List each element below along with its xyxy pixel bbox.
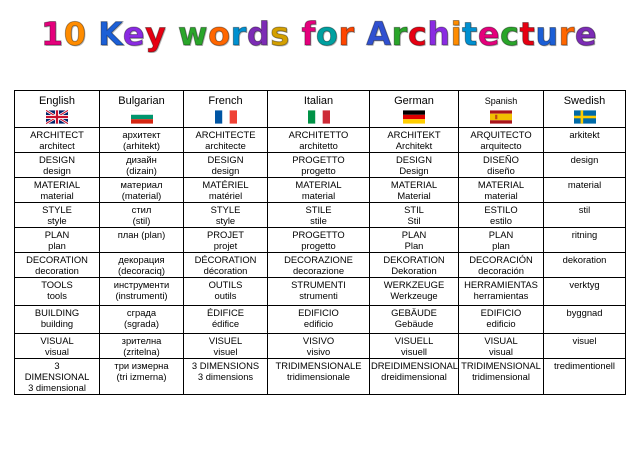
word-cell [15,128,100,153]
word-cell [184,278,268,306]
bulgaria-flag-icon [131,110,153,124]
germany-flag-icon [403,110,425,124]
word-secondary: decoration [35,265,79,276]
word-primary: TRIDIMENSIONALE [275,360,362,371]
word-secondary: tridimensionale [286,371,351,382]
word-secondary: architetto [299,140,338,151]
word-primary: WERKZEUGE [383,279,445,290]
word-secondary: visuel [213,346,238,357]
header-english [15,91,100,128]
word-secondary: (decoraciq) [118,265,165,276]
word-secondary: (stil) [132,215,151,226]
table-row [15,228,626,253]
page-title: 10 Key words for Architecture [40,15,598,53]
word-primary: декорация [118,254,165,265]
word-cell [100,128,184,153]
word-primary: DESIGN [396,154,432,165]
word-secondary: tridimensional [472,371,530,382]
word-cell [184,306,268,334]
word-primary: PROGETTO [292,229,345,240]
word-secondary: outils [214,290,237,301]
italy-flag-icon [308,110,330,124]
word-cell [268,334,370,359]
word-secondary: plan [48,240,66,251]
word-secondary: architecte [205,140,246,151]
word-secondary: visual [489,346,513,357]
word-secondary: matériel [208,190,243,201]
vocabulary-table [14,90,626,395]
word-secondary: (tri izmerna) [116,371,167,382]
word-cell [15,359,100,395]
word-secondary: material [40,190,74,201]
sweden-flag-icon [574,110,596,124]
word-primary: DISEÑO [483,154,519,165]
word-primary: DECORATION [26,254,88,265]
word-secondary: progetto [301,165,336,176]
word-primary: ESTILO [484,204,518,215]
word-secondary: diseño [487,165,515,176]
uk-flag-icon [46,110,68,124]
word-cell [544,203,626,228]
word-primary: 3 DIMENSIONS [191,360,260,371]
word-cell [100,153,184,178]
word-cell [370,334,459,359]
word-secondary: (zritelna) [123,346,160,357]
word-secondary: decoración [478,265,524,276]
word-cell [544,128,626,153]
table-row [15,178,626,203]
header-bulgarian [100,91,184,128]
word-cell [15,228,100,253]
table-row [15,128,626,153]
word-cell [370,153,459,178]
word-secondary: strumenti [299,290,338,301]
word-primary: DESIGN [39,154,75,165]
word-secondary: tools [47,290,67,301]
word-cell [100,334,184,359]
word-cell [184,178,268,203]
word-cell [184,203,268,228]
word-cell [100,278,184,306]
language-header-row [15,91,626,128]
word-secondary: (sgrada) [124,318,159,329]
word-secondary: herramientas [473,290,529,301]
word-primary: план (plan) [117,229,166,240]
word-cell [370,253,459,278]
word-cell [544,228,626,253]
word-secondary: 3 dimensions [197,371,254,382]
word-primary: DREIDIMENSIONAL [371,360,458,371]
word-primary: TRIDIMENSIONAL [461,360,541,371]
word-cell [268,253,370,278]
word-primary: архитект [122,129,161,140]
word-secondary: decorazione [292,265,345,276]
header-italian [268,91,370,128]
word-primary: VISUEL [208,335,243,346]
word-cell [268,153,370,178]
word-cell [544,153,626,178]
word-cell [15,334,100,359]
word-primary: DECORAZIONE [284,254,353,265]
word-primary: инструменти [113,279,170,290]
word-primary: STRUMENTI [291,279,346,290]
word-primary: ARCHITECT [30,129,84,140]
word-secondary: Werkzeuge [390,290,438,301]
word-secondary: design [211,165,240,176]
word-primary: material [567,179,602,190]
word-cell [100,178,184,203]
word-cell [100,306,184,334]
word-primary: PLAN [44,229,70,240]
word-primary: BUILDING [34,307,80,318]
word-cell [370,306,459,334]
word-secondary: arquitecto [480,140,522,151]
word-cell [15,306,100,334]
word-primary: ARCHITETTO [288,129,349,140]
word-cell [544,306,626,334]
word-primary: STILE [305,204,332,215]
word-cell [15,203,100,228]
word-primary: TOOLS [41,279,73,290]
word-primary: MATERIAL [477,179,525,190]
word-cell [544,278,626,306]
word-primary: MATÉRIEL [202,179,249,190]
word-primary: VISUAL [484,335,518,346]
word-secondary: projet [213,240,238,251]
word-cell [370,278,459,306]
language-name: Bulgarian [118,95,165,107]
word-primary: DECORACIÓN [469,254,533,265]
word-cell [184,228,268,253]
word-secondary: style [47,215,67,226]
word-primary: VISIVO [302,335,335,346]
word-secondary: edificio [303,318,334,329]
word-cell [15,153,100,178]
word-cell [268,228,370,253]
table-row [15,306,626,334]
word-primary: DESIGN [207,154,244,165]
word-secondary: décoration [203,265,248,276]
word-secondary: material [484,190,518,201]
word-primary: DEKORATION [383,254,445,265]
word-secondary: (dizain) [126,165,157,176]
word-cell [100,253,184,278]
word-secondary: plan [492,240,510,251]
table-row [15,153,626,178]
word-cell [268,203,370,228]
table-row [15,278,626,306]
language-name: English [38,95,76,107]
word-cell [544,253,626,278]
word-cell [459,306,544,334]
word-primary: byggnad [566,307,603,318]
header-swedish [544,91,626,128]
word-primary: STYLE [210,204,241,215]
word-primary: ritning [571,229,598,240]
word-primary: сграда [126,307,157,318]
word-secondary: estilo [490,215,512,226]
word-primary: PROGETTO [292,154,345,165]
word-primary: PLAN [401,229,427,240]
word-secondary: Architekt [395,140,433,151]
word-secondary: edificio [486,318,516,329]
language-name: Spanish [484,96,518,106]
word-primary: материал [120,179,163,190]
word-primary: HERRAMIENTAS [464,279,538,290]
word-secondary: Material [397,190,431,201]
word-cell [268,278,370,306]
word-primary: три измерна [114,360,169,371]
word-cell [459,253,544,278]
word-cell [370,228,459,253]
word-secondary: dreidimensional [381,371,447,382]
table-row [15,203,626,228]
word-cell [544,178,626,203]
word-cell [459,334,544,359]
word-primary: dekoration [562,254,607,265]
word-secondary: (material) [121,190,162,201]
word-secondary: design [43,165,71,176]
language-name: German [394,95,434,107]
word-secondary: visivo [306,346,331,357]
word-cell [15,178,100,203]
word-primary: VISUELL [394,335,434,346]
word-cell [459,153,544,178]
word-secondary: 3 dimensional [28,382,86,393]
word-primary: стил [131,204,152,215]
word-secondary: (instrumenti) [115,290,168,301]
word-primary: ÉDIFICE [207,307,244,318]
word-cell [370,178,459,203]
word-primary: MATERIAL [295,179,342,190]
word-primary: tredimentionell [554,360,615,371]
word-primary: ARCHITECTE [195,129,256,140]
word-cell [184,128,268,153]
word-primary: STIL [404,204,424,215]
word-cell [370,128,459,153]
word-cell [459,178,544,203]
word-primary: STYLE [42,204,72,215]
word-primary: ARQUITECTO [470,129,532,140]
word-cell [100,359,184,395]
word-cell [184,359,268,395]
header-french [184,91,268,128]
word-cell [459,228,544,253]
word-secondary: stile [310,215,327,226]
word-primary: 3 DIMENSIONAL [24,360,90,382]
language-name: French [208,95,243,107]
word-cell [184,253,268,278]
word-cell [370,203,459,228]
word-primary: MATERIAL [390,179,438,190]
france-flag-icon [215,110,237,124]
word-secondary: architect [39,140,75,151]
header-spanish [459,91,544,128]
word-secondary: visuell [400,346,428,357]
word-primary: зрителна [121,335,162,346]
word-cell [184,153,268,178]
word-primary: ARCHITEKT [387,129,441,140]
word-primary: visuel [572,335,597,346]
language-name: Swedish [563,95,606,107]
word-secondary: Design [399,165,429,176]
word-primary: DÉCORATION [194,254,257,265]
word-cell [100,203,184,228]
table-row [15,359,626,395]
language-name: Italian [303,95,334,107]
word-cell [268,359,370,395]
word-cell [268,306,370,334]
word-secondary: style [215,215,236,226]
word-cell [544,334,626,359]
word-cell [15,253,100,278]
header-german [370,91,459,128]
word-primary: design [570,154,599,165]
word-primary: arkitekt [569,129,600,140]
word-cell [459,203,544,228]
word-secondary: visual [45,346,69,357]
word-secondary: Plan [404,240,424,251]
word-primary: PLAN [488,229,514,240]
word-cell [459,278,544,306]
word-secondary: édifice [211,318,240,329]
word-secondary: (arhitekt) [123,140,160,151]
word-primary: MATERIAL [33,179,81,190]
word-primary: VISUAL [40,335,74,346]
word-cell [268,128,370,153]
word-secondary: Gebäude [394,318,434,329]
table-row [15,334,626,359]
spain-flag-icon [490,110,512,124]
word-cell [544,359,626,395]
word-secondary: building [40,318,74,329]
word-primary: EDIFICIO [480,307,522,318]
word-primary: GEBÄUDE [391,307,437,318]
word-cell [370,359,459,395]
word-secondary: Dekoration [391,265,437,276]
word-cell [459,359,544,395]
word-cell [184,334,268,359]
word-primary: verktyg [569,279,600,290]
word-cell [459,128,544,153]
word-secondary: progetto [301,240,336,251]
word-secondary: material [301,190,336,201]
word-cell [100,228,184,253]
word-primary: дизайн [126,154,157,165]
word-primary: stil [578,204,591,215]
word-primary: PROJET [207,229,244,240]
word-secondary: Stil [407,215,421,226]
word-cell [15,278,100,306]
word-primary: OUTILS [208,279,243,290]
word-primary: EDIFICIO [298,307,339,318]
table-row [15,253,626,278]
word-cell [268,178,370,203]
